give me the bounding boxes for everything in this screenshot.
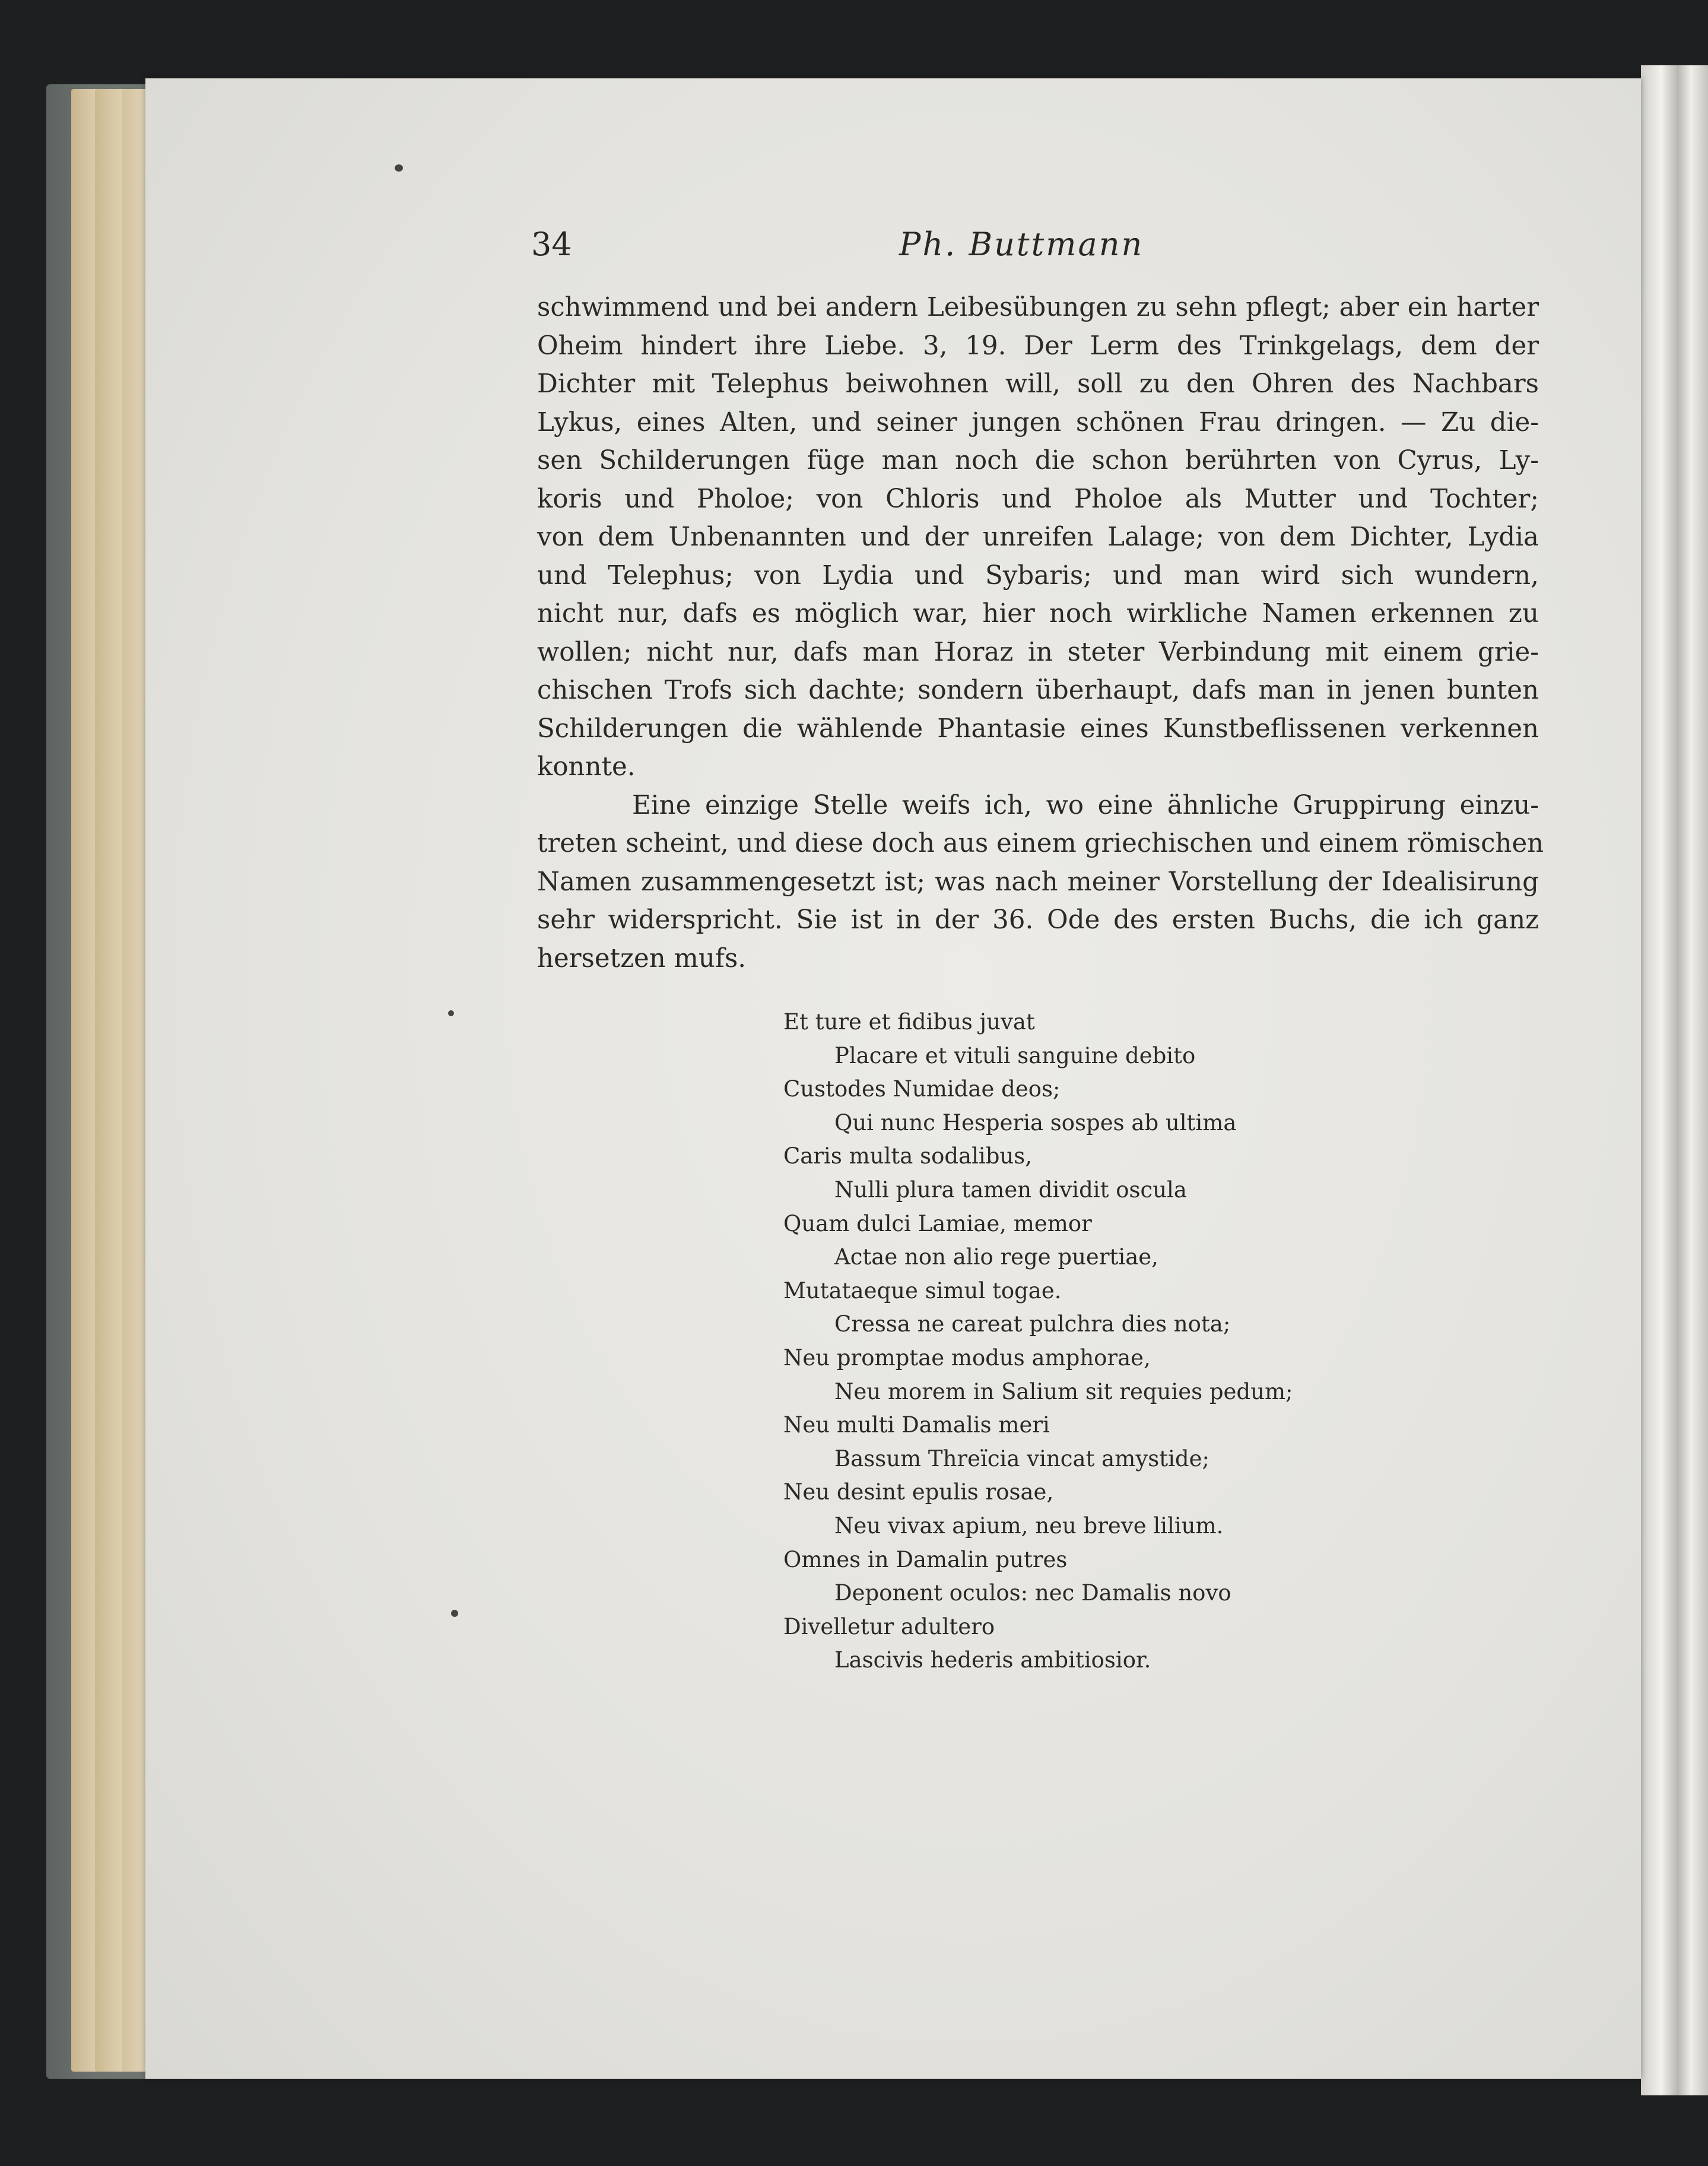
poem-line: Qui nunc Hesperia sospes ab ultima: [834, 1109, 1237, 1136]
poem-line: Omnes in Damalin putres: [783, 1546, 1068, 1572]
poem-line: Neu promptae modus amphorae,: [783, 1344, 1151, 1371]
poem-line: Neu morem in Salium sit requies pedum;: [834, 1378, 1293, 1404]
poem-line: Caris multa sodalibus,: [783, 1143, 1033, 1169]
paper-speck: [395, 164, 403, 172]
poem-block: [783, 1006, 1496, 1677]
poem-line: Et ture et fidibus juvat: [783, 1009, 1035, 1035]
body-line: und Telephus; von Lydia und Sybaris; und man wird sich wundern,: [537, 560, 1539, 591]
body-line: Namen zusammengesetzt ist; was nach meiner Vorstellung der Idealisirung: [537, 867, 1539, 897]
body-line: nicht nur, dafs es möglich war, hier noch wirkliche Namen erkennen zu: [537, 599, 1539, 629]
poem-line: Placare et vituli sanguine debito: [834, 1042, 1196, 1068]
poem-line: Neu vivax apium, neu breve lilium.: [834, 1512, 1224, 1539]
body-line: von dem Unbenannten und der unreifen Lalage; von dem Dichter, Lydia: [537, 522, 1539, 552]
poem-line: Neu multi Damalis meri: [783, 1412, 1050, 1438]
body-line: treten scheint, und diese doch aus einem griechischen und einem römischen: [537, 829, 1544, 858]
body-line: Lykus, eines Alten, und seiner jungen schönen Frau dringen. — Zu die-: [537, 407, 1539, 437]
book-gutter: [1641, 65, 1708, 2095]
page-header: [531, 220, 1540, 273]
poem-line: Neu desint epulis rosae,: [783, 1479, 1054, 1505]
poem-line: Deponent oculos: nec Damalis novo: [834, 1580, 1231, 1606]
body-line: chischen Trofs sich dachte; sondern überhaupt, dafs man in jenen bunten: [537, 676, 1539, 705]
poem-line: Actae non alio rege puertiae,: [834, 1244, 1158, 1270]
poem-line: Mutataeque simul togae.: [783, 1277, 1062, 1304]
body-line: Eine einzige Stelle weifs ich, wo eine ähnliche Gruppirung einzu-: [632, 790, 1539, 820]
running-title: Ph. Buttmann: [899, 226, 1144, 263]
page-number: 34: [531, 226, 572, 263]
body-line: Dichter mit Telephus beiwohnen will, soll zu den Ohren des Nachbars: [537, 369, 1539, 399]
poem-line: Divelletur adultero: [783, 1613, 995, 1639]
body-line: hersetzen mufs.: [537, 943, 747, 973]
body-line: sen Schilderungen füge man noch die schon berührten von Cyrus, Ly-: [537, 446, 1539, 475]
body-line: Oheim hindert ihre Liebe. 3, 19. Der Lerm des Trinkgelags, dem der: [537, 331, 1539, 361]
poem-line: Cressa ne careat pulchra dies nota;: [834, 1311, 1231, 1337]
poem-line: Bassum Threïcia vincat amystide;: [834, 1445, 1209, 1472]
body-line: koris und Pholoe; von Chloris und Pholoe als Mutter und Tochter;: [537, 484, 1539, 514]
body-text: [537, 288, 1544, 978]
poem-line: Lascivis hederis ambitiosior.: [834, 1647, 1151, 1673]
body-line: Schilderungen die wählende Phantasie eines Kunstbeflissenen verkennen: [537, 713, 1539, 744]
poem-line: Quam dulci Lamiae, memor: [783, 1210, 1092, 1236]
body-line: wollen; nicht nur, dafs man Horaz in steter Verbindung mit einem grie-: [537, 637, 1539, 667]
body-line: schwimmend und bei andern Leibesübungen zu sehn pflegt; aber ein harter: [537, 293, 1539, 322]
body-line: sehr widerspricht. Sie ist in der 36. Ode des ersten Buchs, die ich ganz: [537, 905, 1539, 935]
paper-speck: [451, 1610, 458, 1617]
body-line: konnte.: [537, 752, 636, 782]
poem-line: Nulli plura tamen dividit oscula: [834, 1176, 1187, 1203]
poem-line: Custodes Numidae deos;: [783, 1076, 1061, 1102]
paper-speck: [448, 1010, 454, 1016]
